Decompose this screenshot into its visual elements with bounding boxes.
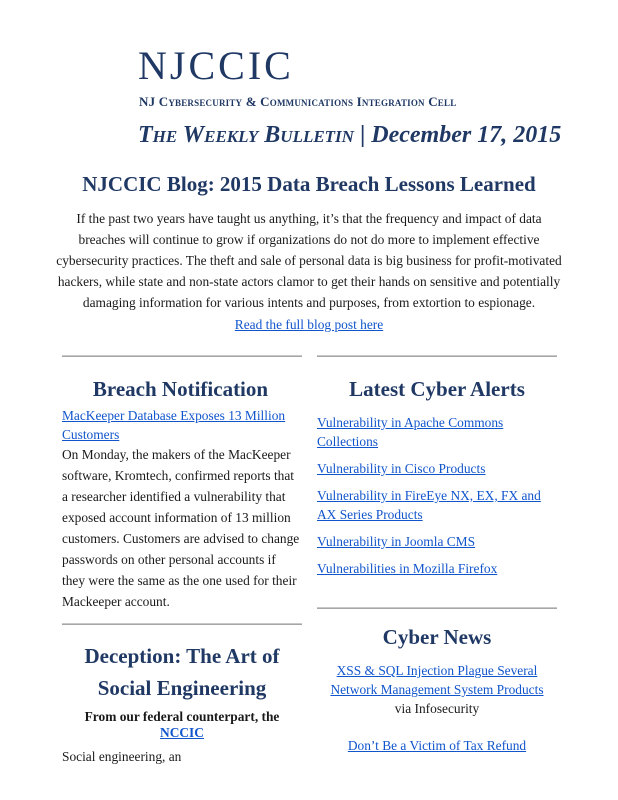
org-name: NJCCIC (138, 43, 294, 88)
list-item (317, 559, 557, 578)
alert-link[interactable]: Vulnerability in FireEye NX, EX, FX and AX Series Products (317, 488, 541, 522)
breach-notification-title: Breach Notification (92, 377, 269, 401)
breach-body: On Monday, the makers of the MacKeeper software, Kromtech, confirmed reports that a researcher identified a vulnerability that exposed account information of 13 million customers. Customers are advised to change passwords on other personal accounts if they were the same as the one used for their Mackeeper account. (62, 447, 300, 609)
nccic-link[interactable]: NCCIC (160, 725, 204, 740)
breach-article-link[interactable]: MacKeeper Database Exposes 13 Million Customers (62, 408, 286, 442)
news-article-link-2[interactable]: Don’t Be a Victim of Tax Refund (347, 738, 527, 753)
news-article-link[interactable]: XSS & SQL Injection Plague Several Network Management System Products (330, 663, 544, 697)
federal-counterpart-line (62, 709, 302, 741)
list-item (317, 413, 557, 451)
divider-right-mid (317, 607, 557, 609)
blog-body: If the past two years have taught us anything, it’s that the frequency and impact of data breaches will continue to grow if organizations do not do more to implement effective cybersecurity practices. The theft and sale of personal data is big business for profit-motivated hackers, while state and non-state actors clamor to get their hands on sensitive and potentially damaging information for various intents and purposes, from extortion to espionage. (56, 211, 562, 310)
cyber-news-title: Cyber News (382, 625, 492, 649)
list-item (317, 532, 557, 551)
org-subtitle: NJ Cybersecurity & Communications Integration Cell (139, 94, 457, 109)
news-source: via Infosecurity (394, 701, 480, 716)
blog-title: NJCCIC Blog: 2015 Data Breach Lessons Learned (82, 172, 536, 196)
list-item (317, 459, 557, 478)
cyber-alerts-list (317, 413, 557, 586)
alert-link[interactable]: Vulnerability in Apache Commons Collections (317, 415, 504, 449)
bulletin-heading (138, 122, 561, 149)
alert-link[interactable]: Vulnerabilities in Mozilla Firefox (317, 561, 498, 576)
list-item (317, 486, 557, 524)
divider-right-top (317, 355, 557, 357)
bulletin-separator: | (359, 122, 366, 148)
bulletin-date: December 17, 2015 (371, 122, 562, 148)
blog-read-more-link[interactable]: Read the full blog post here (234, 317, 384, 332)
deception-title: Deception: The Art of Social Engineering (84, 644, 280, 700)
bulletin-title: The Weekly Bulletin (138, 122, 354, 148)
alert-link[interactable]: Vulnerability in Cisco Products (317, 461, 486, 476)
divider-left-mid (62, 623, 302, 625)
divider-left-top (62, 355, 302, 357)
alert-link[interactable]: Vulnerability in Joomla CMS (317, 534, 476, 549)
deception-body-start: Social engineering, an (62, 749, 182, 764)
federal-prefix: From our federal counterpart, the (84, 709, 280, 724)
cyber-alerts-title: Latest Cyber Alerts (349, 377, 525, 401)
